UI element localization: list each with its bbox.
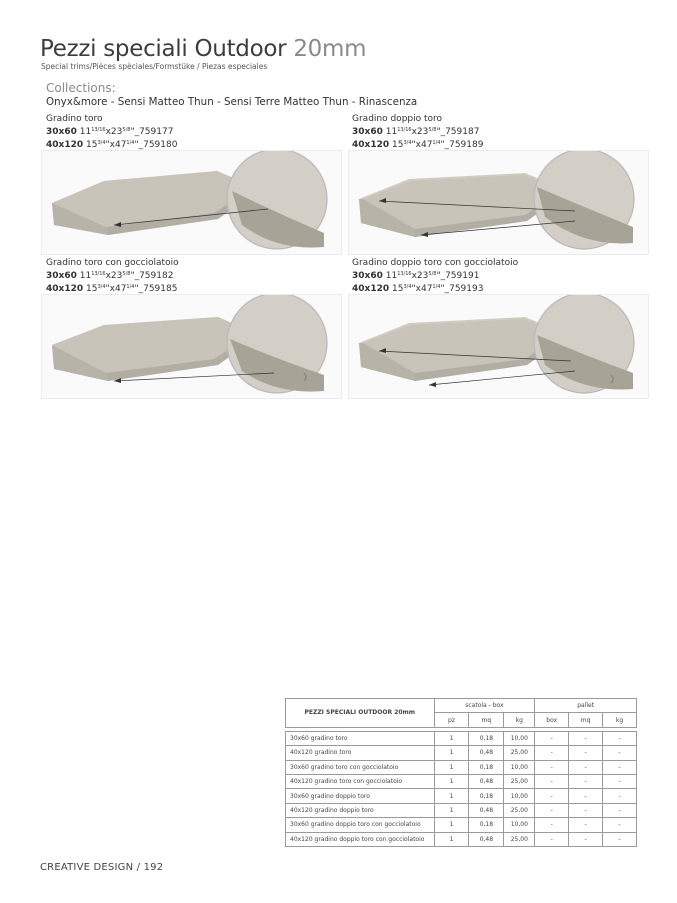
inch-fraction: 3/4 xyxy=(403,140,412,146)
cell-mq: 0,48 xyxy=(469,774,504,788)
cell-mq: 0,18 xyxy=(469,760,504,774)
table-row xyxy=(286,731,637,745)
cell-pmq: - xyxy=(569,774,603,788)
table-title: PEZZI SPECIALI OUTDOOR 20mm xyxy=(286,699,435,728)
cell-pkg: - xyxy=(603,803,637,817)
page-title xyxy=(40,36,366,62)
inch-fraction: 3/4 xyxy=(403,284,412,290)
cell-kg: 25,00 xyxy=(504,832,535,846)
product-code: "_759193 xyxy=(440,284,484,294)
cell-mq: 0,18 xyxy=(469,731,504,745)
product-code: "_759185 xyxy=(134,284,178,294)
table-row xyxy=(286,818,637,832)
cell-pmq: - xyxy=(569,803,603,817)
row-label: 30x60 gradino toro xyxy=(286,731,435,745)
inch-fraction: 13/16 xyxy=(91,127,106,133)
cell-pz: 1 xyxy=(434,803,469,817)
product-code: "_759191 xyxy=(436,271,480,281)
inch-value: 11 xyxy=(79,127,92,137)
size-label: 40x120 xyxy=(352,284,390,294)
row-label: 40x120 gradino toro xyxy=(286,746,435,760)
inch-value: 11 xyxy=(385,127,398,137)
product-image-gradino-toro-gocciolatoio xyxy=(41,294,342,399)
table-row xyxy=(286,760,637,774)
size-label: 30x60 xyxy=(352,271,383,281)
header-box-group: scatola - box xyxy=(434,699,535,713)
header-pallet-mq: mq xyxy=(569,713,603,727)
cell-kg: 25,00 xyxy=(504,803,535,817)
inch-value: "x47 xyxy=(105,140,127,150)
inch-value: 15 xyxy=(392,284,404,294)
cell-pmq: - xyxy=(569,818,603,832)
size-label: 30x60 xyxy=(46,127,77,137)
product-image-gradino-doppio-toro-gocciolatoio xyxy=(348,294,649,399)
cell-mq: 0,18 xyxy=(469,789,504,803)
collections-label: Collections: xyxy=(46,81,116,95)
cell-pmq: - xyxy=(569,746,603,760)
inch-value: "x47 xyxy=(105,284,127,294)
cell-box: - xyxy=(535,818,569,832)
packaging-table xyxy=(285,698,637,847)
inch-value: 11 xyxy=(79,271,92,281)
product-code: "_759189 xyxy=(440,140,484,150)
title-main: Pezzi speciali Outdoor xyxy=(40,36,294,62)
cell-kg: 25,00 xyxy=(504,746,535,760)
product-name: Gradino doppio toro con gocciolatoio xyxy=(352,258,519,268)
product-code: "_759187 xyxy=(436,127,480,137)
inch-value: 15 xyxy=(86,284,98,294)
slab-illustration xyxy=(42,295,341,398)
product-name: Gradino toro con gocciolatoio xyxy=(46,258,179,268)
cell-kg: 25,00 xyxy=(504,774,535,788)
cell-kg: 10,00 xyxy=(504,731,535,745)
header-pallet-kg: kg xyxy=(603,713,637,727)
cell-kg: 10,00 xyxy=(504,789,535,803)
inch-fraction: 5/8 xyxy=(428,127,437,133)
header-box: box xyxy=(535,713,569,727)
header-pz: pz xyxy=(434,713,469,727)
cell-pkg: - xyxy=(603,746,637,760)
inch-fraction: 5/8 xyxy=(122,271,131,277)
inch-fraction: 1/4 xyxy=(126,284,135,290)
cell-mq: 0,48 xyxy=(469,746,504,760)
product-image-gradino-doppio-toro xyxy=(348,150,649,255)
cell-box: - xyxy=(535,731,569,745)
inch-value: "x47 xyxy=(411,284,433,294)
size-label: 40x120 xyxy=(46,140,84,150)
table-row xyxy=(286,832,637,846)
product-gradino-doppio-toro-gocciolatoio xyxy=(352,258,648,295)
table-row xyxy=(286,746,637,760)
table-body xyxy=(286,731,637,846)
product-name: Gradino toro xyxy=(46,114,103,124)
product-gradino-toro-gocciolatoio xyxy=(46,258,342,295)
inch-value: 11 xyxy=(385,271,398,281)
cell-mq: 0,18 xyxy=(469,818,504,832)
product-size-line xyxy=(46,269,342,282)
cell-pz: 1 xyxy=(434,760,469,774)
inch-fraction: 1/4 xyxy=(126,140,135,146)
page-footer: CREATIVE DESIGN / 192 xyxy=(40,862,164,873)
cell-pkg: - xyxy=(603,760,637,774)
inch-value: 15 xyxy=(86,140,98,150)
product-gradino-doppio-toro xyxy=(352,114,648,151)
header-mq: mq xyxy=(469,713,504,727)
product-size-line xyxy=(352,125,648,138)
cell-pz: 1 xyxy=(434,774,469,788)
table-row xyxy=(286,774,637,788)
size-label: 40x120 xyxy=(46,284,84,294)
inch-fraction: 5/8 xyxy=(428,271,437,277)
product-code: "_759177 xyxy=(130,127,174,137)
inch-value: x23 xyxy=(105,127,123,137)
cell-pmq: - xyxy=(569,789,603,803)
inch-value: 15 xyxy=(392,140,404,150)
header-kg: kg xyxy=(504,713,535,727)
inch-fraction: 3/4 xyxy=(97,140,106,146)
cell-pkg: - xyxy=(603,818,637,832)
cell-pmq: - xyxy=(569,760,603,774)
cell-pkg: - xyxy=(603,789,637,803)
slab-illustration xyxy=(349,295,648,398)
row-label: 40x120 gradino doppio toro xyxy=(286,803,435,817)
cell-pkg: - xyxy=(603,774,637,788)
size-label: 40x120 xyxy=(352,140,390,150)
inch-fraction: 13/16 xyxy=(397,127,412,133)
table-row xyxy=(286,803,637,817)
inch-fraction: 13/16 xyxy=(91,271,106,277)
collections-list: Onyx&more - Sensi Matteo Thun - Sensi Terre Matteo Thun - Rinascenza xyxy=(46,96,418,108)
inch-value: x23 xyxy=(411,127,429,137)
inch-fraction: 13/16 xyxy=(397,271,412,277)
inch-fraction: 5/8 xyxy=(122,127,131,133)
cell-mq: 0,48 xyxy=(469,832,504,846)
row-label: 40x120 gradino toro con gocciolatoio xyxy=(286,774,435,788)
product-code: "_759182 xyxy=(130,271,174,281)
cell-pz: 1 xyxy=(434,789,469,803)
row-label: 30x60 gradino doppio toro xyxy=(286,789,435,803)
page-subtitle: Special trims/Pièces spèciales/Formstüke / Piezas especiales xyxy=(41,62,268,71)
row-label: 40x120 gradino doppio toro con gocciolatoio xyxy=(286,832,435,846)
product-size-line xyxy=(46,125,342,138)
cell-box: - xyxy=(535,803,569,817)
inch-fraction: 1/4 xyxy=(432,140,441,146)
inch-value: x23 xyxy=(105,271,123,281)
header-pallet-group: pallet xyxy=(535,699,637,713)
row-label: 30x60 gradino doppio toro con gocciolatoio xyxy=(286,818,435,832)
cell-pmq: - xyxy=(569,731,603,745)
cell-mq: 0,48 xyxy=(469,803,504,817)
row-label: 30x60 gradino toro con gocciolatoio xyxy=(286,760,435,774)
cell-box: - xyxy=(535,774,569,788)
slab-illustration xyxy=(349,151,648,254)
cell-box: - xyxy=(535,746,569,760)
table-row xyxy=(286,789,637,803)
cell-pkg: - xyxy=(603,731,637,745)
size-label: 30x60 xyxy=(46,271,77,281)
cell-box: - xyxy=(535,789,569,803)
cell-box: - xyxy=(535,760,569,774)
product-gradino-toro xyxy=(46,114,342,151)
inch-value: x23 xyxy=(411,271,429,281)
cell-pz: 1 xyxy=(434,746,469,760)
cell-kg: 10,00 xyxy=(504,818,535,832)
cell-pz: 1 xyxy=(434,832,469,846)
slab-illustration xyxy=(42,151,341,254)
cell-pz: 1 xyxy=(434,818,469,832)
inch-value: "x47 xyxy=(411,140,433,150)
cell-kg: 10,00 xyxy=(504,760,535,774)
size-label: 30x60 xyxy=(352,127,383,137)
inch-fraction: 1/4 xyxy=(432,284,441,290)
product-name: Gradino doppio toro xyxy=(352,114,443,124)
cell-pkg: - xyxy=(603,832,637,846)
title-thickness: 20mm xyxy=(293,36,367,62)
inch-fraction: 3/4 xyxy=(97,284,106,290)
product-code: "_759180 xyxy=(134,140,178,150)
product-image-gradino-toro xyxy=(41,150,342,255)
cell-box: - xyxy=(535,832,569,846)
cell-pz: 1 xyxy=(434,731,469,745)
product-size-line xyxy=(352,269,648,282)
cell-pmq: - xyxy=(569,832,603,846)
